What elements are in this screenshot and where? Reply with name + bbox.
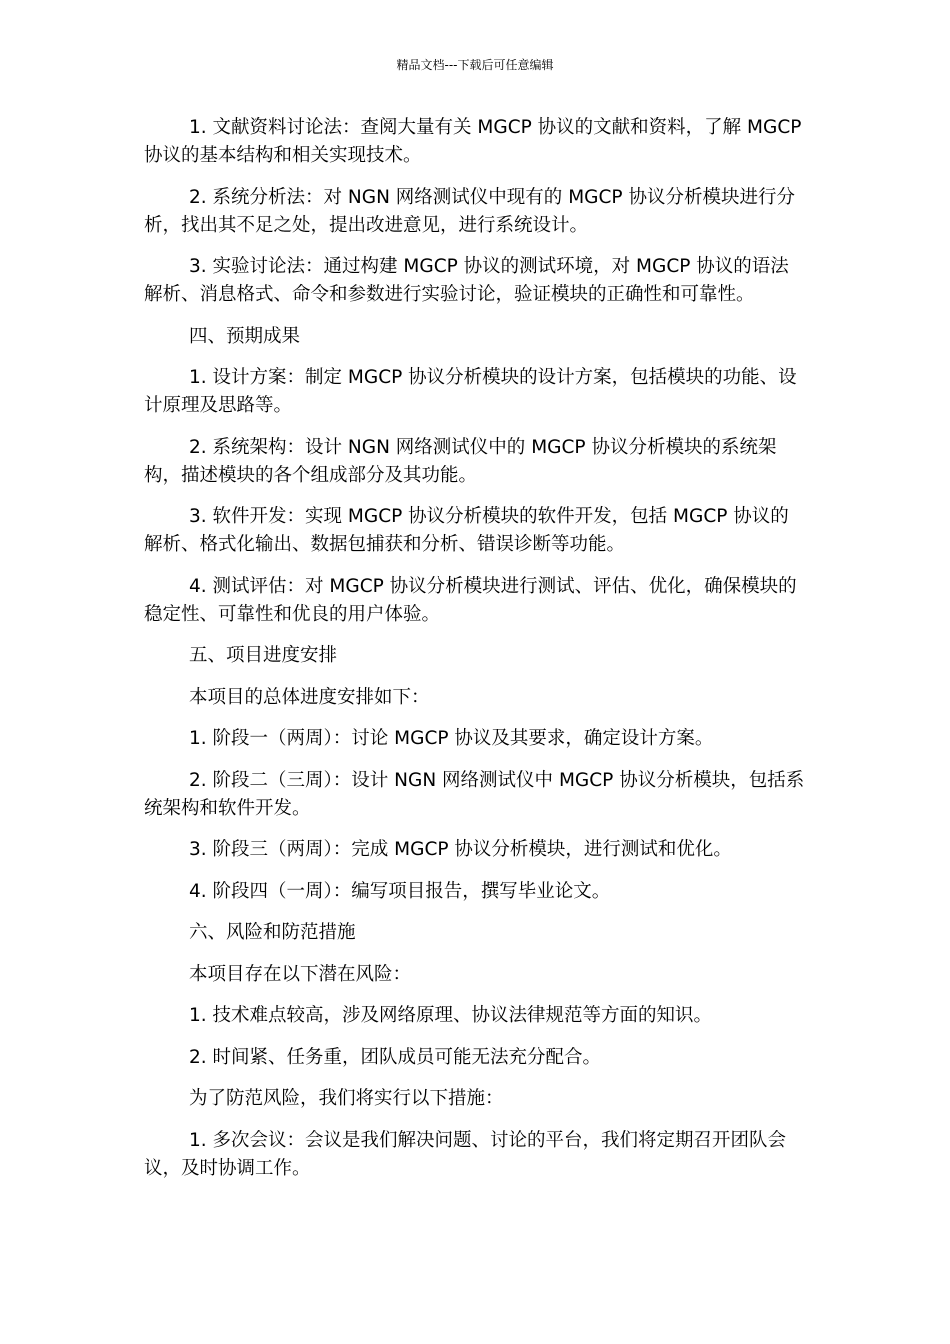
paragraph-method-literature: 1. 文献资料讨论法：查阅大量有关 MGCP 协议的文献和资料，了解 MGCP 协议的基本结构和相关实现技术。 xyxy=(144,117,802,166)
paragraph-result-testing: 4. 测试评估：对 MGCP 协议分析模块进行测试、评估、优化，确保模块的稳定性、可靠性和优良的用户体验。 xyxy=(144,575,797,625)
section-heading-schedule: 五、项目进度安排 xyxy=(189,645,338,666)
paragraph-risks-intro: 本项目存在以下潜在风险： xyxy=(189,963,412,985)
paragraph-method-system-analysis: 2. 系统分析法：对 NGN 网络测试仪中现有的 MGCP 协议分析模块进行分析，找出其不足之处，提出改进意见，进行系统设计。 xyxy=(144,186,795,236)
document-body xyxy=(144,114,806,1196)
paragraph-schedule-phase-3: 3. 阶段三（两周）：完成 MGCP 协议分析模块，进行测试和优化。 xyxy=(189,839,732,860)
paragraph-measure-1: 1. 多次会议：会议是我们解决问题、讨论的平台，我们将定期召开团队会议，及时协调工作。 xyxy=(144,1129,787,1179)
paragraph-schedule-intro: 本项目的总体进度安排如下： xyxy=(189,686,430,708)
paragraph-risk-2: 2. 时间紧、任务重，团队成员可能无法充分配合。 xyxy=(189,1046,602,1068)
section-heading-risks: 六、风险和防范措施 xyxy=(189,922,356,943)
paragraph-schedule-phase-4: 4. 阶段四（一周）：编写项目报告，撰写毕业论文。 xyxy=(189,880,611,902)
page-header: 精品文档---下载后可任意编辑 xyxy=(396,58,554,72)
paragraph-result-design: 1. 设计方案：制定 MGCP 协议分析模块的设计方案，包括模块的功能、设计原理及思路等。 xyxy=(144,367,797,416)
paragraph-method-experiment: 3. 实验讨论法：通过构建 MGCP 协议的测试环境，对 MGCP 协议的语法解析、消息格式、命令和参数进行实验讨论，验证模块的正确性和可靠性。 xyxy=(144,256,789,305)
paragraph-result-software: 3. 软件开发：实现 MGCP 协议分析模块的软件开发，包括 MGCP 协议的解析、格式化输出、数据包捕获和分析、错误诊断等功能。 xyxy=(144,506,789,555)
section-heading-expected-results: 四、预期成果 xyxy=(189,325,301,347)
paragraph-result-architecture: 2. 系统架构：设计 NGN 网络测试仪中的 MGCP 协议分析模块的系统架构，描述模块的各个组成部分及其功能。 xyxy=(144,436,777,486)
paragraph-measures-intro: 为了防范风险，我们将实行以下措施： xyxy=(189,1088,504,1109)
paragraph-schedule-phase-1: 1. 阶段一（两周）：讨论 MGCP 协议及其要求，确定设计方案。 xyxy=(189,728,714,749)
paragraph-schedule-phase-2: 2. 阶段二（三周）：设计 NGN 网络测试仪中 MGCP 协议分析模块，包括系统架构和软件开发。 xyxy=(144,769,805,819)
paragraph-risk-1: 1. 技术难点较高，涉及网络原理、协议法律规范等方面的知识。 xyxy=(189,1005,713,1026)
